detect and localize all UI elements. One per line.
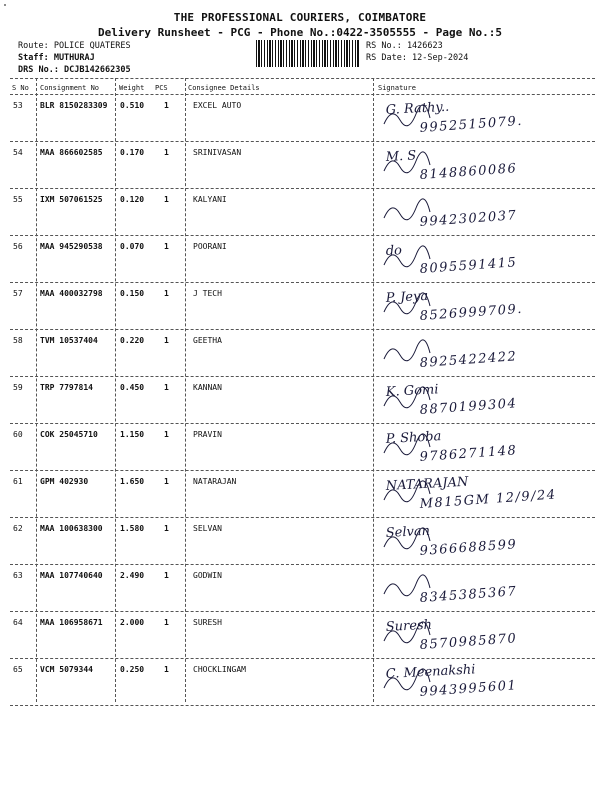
consignment-cell: VCM 5079344	[40, 665, 93, 674]
sno-cell: 58	[13, 336, 23, 345]
pcs-cell: 1	[164, 571, 169, 580]
consignment-cell: IXM 507061525	[40, 195, 103, 204]
weight-cell: 0.120	[120, 195, 145, 204]
consignment-cell: GPM 402930	[40, 477, 89, 486]
pcs-cell: 1	[164, 524, 169, 533]
consignment-cell: MAA 106958671	[40, 618, 103, 627]
consignee-cell: SRINIVASAN	[193, 148, 242, 157]
pcs-cell: 1	[164, 618, 169, 627]
signature-cell	[380, 470, 595, 517]
signature-phone: M815GM 12/9/24	[419, 487, 558, 512]
consignee-cell: GEETHA	[193, 336, 222, 345]
consignee-cell: PRAVIN	[193, 430, 222, 439]
signature-cell	[380, 235, 595, 282]
consignment-cell: MAA 866602585	[40, 148, 103, 157]
weight-cell: 0.070	[120, 242, 145, 251]
table-row	[0, 282, 600, 329]
pcs-cell: 1	[164, 665, 169, 674]
table-row	[0, 188, 600, 235]
consignment-cell: MAA 400032798	[40, 289, 103, 298]
signature-cell	[380, 282, 595, 329]
sno-cell: 60	[13, 430, 23, 439]
signature-phone: 9366688599	[419, 537, 518, 559]
signature-phone: 8148860086	[419, 161, 518, 183]
weight-cell: 0.250	[120, 665, 145, 674]
signature-name: Suresh	[385, 617, 433, 635]
col-pcs: PCS	[155, 84, 168, 92]
company-title: THE PROFESSIONAL COURIERS, COIMBATORE	[173, 11, 427, 24]
signature-phone: 9952515079.	[419, 113, 524, 136]
pcs-cell: 1	[164, 242, 169, 251]
consignee-cell: NATARAJAN	[193, 477, 237, 486]
handwritten-signature	[380, 564, 595, 611]
signature-cell	[380, 376, 595, 423]
sno-cell: 62	[13, 524, 23, 533]
signature-name: do	[385, 243, 403, 259]
weight-cell: 1.580	[120, 524, 145, 533]
sno-cell: 53	[13, 101, 23, 110]
pcs-cell: 1	[164, 383, 169, 392]
drs-number: DRS No.: DCJB142662305	[18, 65, 131, 75]
weight-cell: 0.220	[120, 336, 145, 345]
consignee-cell: EXCEL AUTO	[193, 101, 242, 110]
col-weight: Weight	[119, 84, 145, 92]
handwritten-signature	[380, 94, 595, 141]
signature-cell	[380, 329, 595, 376]
signature-name: P. Shoba	[385, 429, 442, 447]
row-divider	[10, 705, 595, 706]
signature-name: M. S	[385, 148, 417, 165]
signature-cell	[380, 611, 595, 658]
table-row	[0, 94, 600, 141]
weight-cell: 0.450	[120, 383, 145, 392]
consignee-cell: KALYANI	[193, 195, 227, 204]
col-consignee: Consignee Details	[188, 84, 260, 92]
signature-phone: 9942302037	[419, 208, 518, 230]
table-row	[0, 376, 600, 423]
weight-cell: 2.490	[120, 571, 145, 580]
pcs-cell: 1	[164, 477, 169, 486]
weight-cell: 0.170	[120, 148, 145, 157]
signature-name: C. Meenakshi	[385, 662, 476, 682]
table-row	[0, 517, 600, 564]
table-row	[0, 564, 600, 611]
consignee-cell: SURESH	[193, 618, 222, 627]
sno-cell: 59	[13, 383, 23, 392]
handwritten-signature	[380, 235, 595, 282]
pcs-cell: 1	[164, 148, 169, 157]
handwritten-signature	[380, 517, 595, 564]
consignment-cell: MAA 107740640	[40, 571, 103, 580]
consignee-cell: KANNAN	[193, 383, 222, 392]
signature-phone: 8526999709.	[419, 301, 524, 324]
signature-cell	[380, 94, 595, 141]
pcs-cell: 1	[164, 101, 169, 110]
signature-phone: 8345385367	[419, 584, 518, 606]
handwritten-signature	[380, 141, 595, 188]
table-row	[0, 611, 600, 658]
rs-number: RS No.: 1426623	[366, 41, 443, 51]
sno-cell: 56	[13, 242, 23, 251]
table-row	[0, 470, 600, 517]
sno-cell: 65	[13, 665, 23, 674]
signature-phone: 8870199304	[419, 396, 518, 418]
handwritten-signature	[380, 423, 595, 470]
signature-cell	[380, 658, 595, 705]
table-row	[0, 235, 600, 282]
col-sno: S No	[12, 84, 29, 92]
handwritten-signature	[380, 611, 595, 658]
signature-phone: 9786271148	[419, 443, 518, 465]
signature-cell	[380, 188, 595, 235]
consignment-cell: BLR 8150283309	[40, 101, 108, 110]
consignment-cell: TRP 7797814	[40, 383, 93, 392]
rs-date: RS Date: 12-Sep-2024	[366, 53, 469, 63]
col-consignment: Consignment No	[40, 84, 100, 92]
weight-cell: 0.150	[120, 289, 145, 298]
signature-phone: 8095591415	[419, 255, 518, 277]
consignee-cell: J TECH	[193, 289, 222, 298]
weight-cell: 1.150	[120, 430, 145, 439]
table-row	[0, 141, 600, 188]
weight-cell: 0.510	[120, 101, 145, 110]
consignment-cell: COK 25045710	[40, 430, 98, 439]
consignment-cell: MAA 100638300	[40, 524, 103, 533]
runsheet-subtitle: Delivery Runsheet - PCG - Phone No.:0422-3505555 - Page No.:5	[98, 26, 502, 39]
handwritten-signature	[380, 282, 595, 329]
sno-cell: 63	[13, 571, 23, 580]
sno-cell: 61	[13, 477, 23, 486]
consignee-cell: POORANI	[193, 242, 227, 251]
signature-phone: 8925422422	[419, 349, 518, 371]
table-row	[0, 423, 600, 470]
pcs-cell: 1	[164, 289, 169, 298]
weight-cell: 1.650	[120, 477, 145, 486]
sno-cell: 55	[13, 195, 23, 204]
staff-label: Staff: MUTHURAJ	[18, 53, 95, 63]
sno-cell: 57	[13, 289, 23, 298]
pcs-cell: 1	[164, 336, 169, 345]
table-row	[0, 658, 600, 705]
route-label: Route: POLICE QUATERES	[18, 41, 131, 51]
signature-name: K. Gomi	[385, 382, 439, 400]
barcode	[256, 40, 360, 67]
signature-phone: 9943995601	[419, 678, 518, 700]
consignee-cell: CHOCKLINGAM	[193, 665, 246, 674]
pcs-cell: 1	[164, 430, 169, 439]
weight-cell: 2.000	[120, 618, 145, 627]
signature-name: P. Jeya	[385, 288, 429, 306]
sno-cell: 64	[13, 618, 23, 627]
table-row	[0, 329, 600, 376]
col-signature: Signature	[378, 84, 416, 92]
signature-cell	[380, 141, 595, 188]
sno-cell: 54	[13, 148, 23, 157]
consignment-cell: TVM 10537404	[40, 336, 98, 345]
scan-dot	[4, 4, 6, 6]
consignment-cell: MAA 945290538	[40, 242, 103, 251]
signature-name: NATARAJAN	[385, 474, 469, 494]
header-rule-top	[10, 78, 595, 79]
handwritten-signature	[380, 376, 595, 423]
signature-phone: 8570985870	[419, 631, 518, 653]
signature-name: Selvan	[385, 523, 431, 541]
handwritten-signature	[380, 658, 595, 705]
handwritten-signature	[380, 470, 595, 517]
signature-name: G. Rathy..	[385, 99, 450, 118]
consignee-cell: GODWIN	[193, 571, 222, 580]
signature-cell	[380, 517, 595, 564]
handwritten-signature	[380, 329, 595, 376]
pcs-cell: 1	[164, 195, 169, 204]
consignee-cell: SELVAN	[193, 524, 222, 533]
signature-cell	[380, 423, 595, 470]
signature-cell	[380, 564, 595, 611]
handwritten-signature	[380, 188, 595, 235]
